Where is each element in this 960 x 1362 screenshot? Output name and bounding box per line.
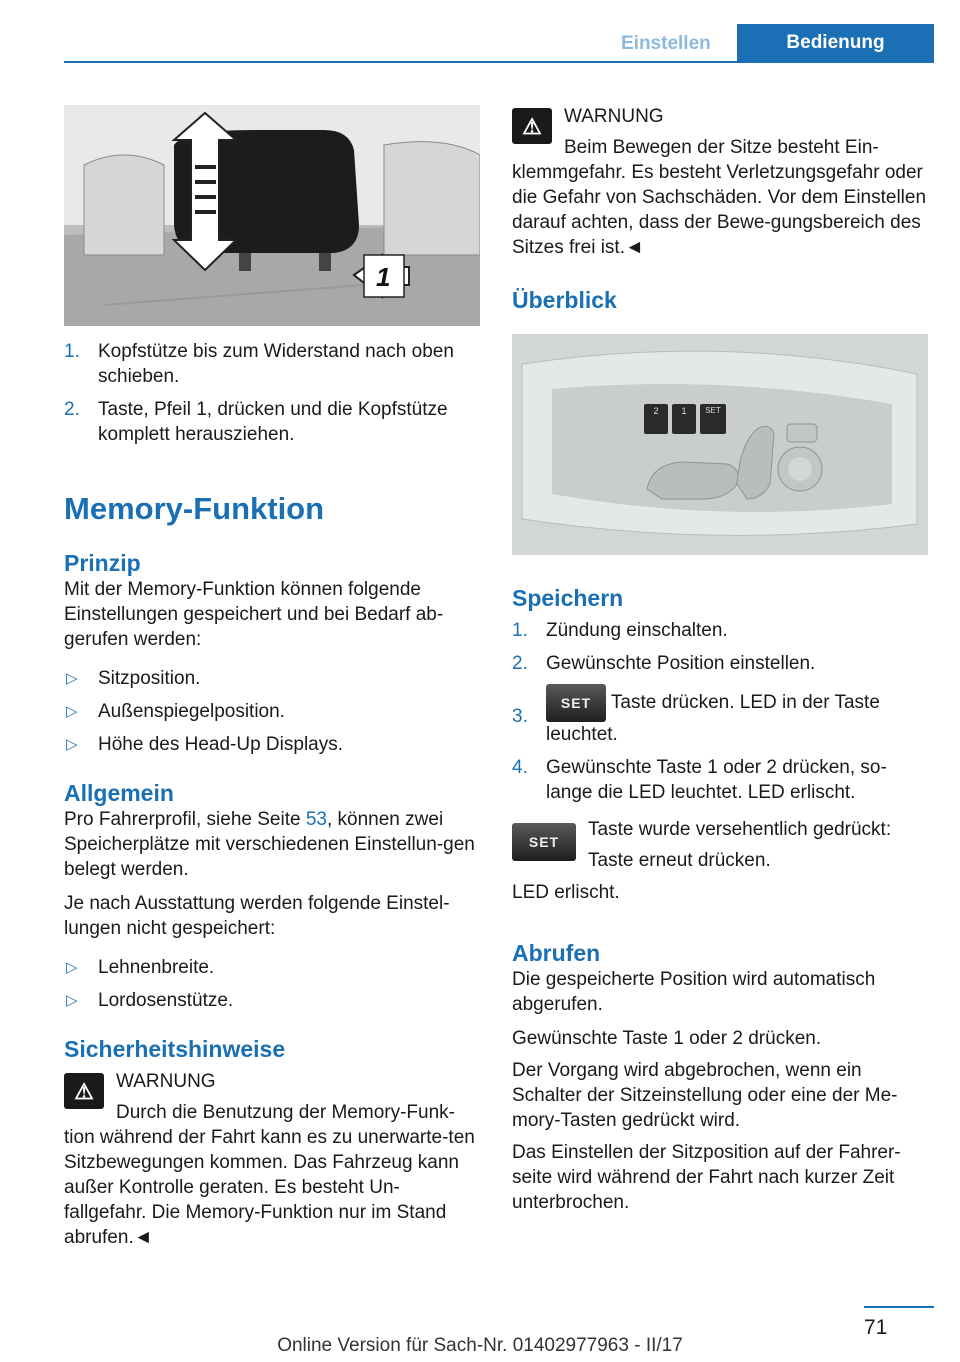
list-item-text: Lehnenbreite. (98, 957, 215, 978)
warning-icon: ⚠ (512, 108, 552, 144)
allgemein-text-pre: Pro Fahrerprofil, siehe Seite (64, 809, 306, 830)
tab-einstellen[interactable]: Einstellen (621, 33, 711, 54)
list-item (512, 618, 928, 643)
bullet-triangle-icon: ▷ (66, 736, 78, 753)
header-rule (64, 61, 934, 63)
list-item (64, 988, 480, 1013)
step-number: 4. (512, 757, 528, 778)
list-item-text: Sitzposition. (98, 668, 201, 689)
step-number: 2. (512, 653, 528, 674)
abrufen-paragraph-3: Der Vorgang wird abgebrochen, wenn ein Schalter der Sitzeinstellung oder eine der Me‐mory-Tasten gedrückt wird. (512, 1060, 898, 1131)
step-text: Kopfstütze bis zum Widerstand nach oben schieben. (98, 341, 454, 387)
headrest-callout-label: 1 (376, 262, 391, 292)
speichern-heading: Speichern (512, 585, 624, 611)
prinzip-heading: Prinzip (64, 550, 141, 576)
footer-rule (864, 1306, 934, 1308)
step-number: 2. (64, 399, 80, 420)
seat-memory-button-2 (644, 404, 668, 434)
step-number: 1. (512, 620, 528, 641)
right-column-body (512, 584, 928, 1215)
allgemein-text-post: , können zwei Speicherplätze mit verschiedenen Einstellun‐gen belegt werden. (64, 809, 475, 880)
seat-memory-button-1 (672, 404, 696, 434)
seat-control-photo (512, 334, 928, 555)
step-text: Taste, Pfeil 1, drücken und die Kopfstütze komplett herausziehen. (98, 399, 448, 445)
led-text: LED erlischt. (512, 882, 620, 903)
abrufen-paragraph-1: Die gespeicherte Position wird automatisch abgerufen. (512, 969, 876, 1015)
bullet-triangle-icon: ▷ (66, 703, 78, 720)
right-column-top (512, 104, 928, 314)
allgemein-text-2: Je nach Ausstattung werden folgende Einstel‐lungen nicht gespeichert: (64, 893, 450, 939)
step-text: Gewünschte Taste 1 oder 2 drücken, so‐lange die LED leuchtet. LED erlischt. (546, 757, 887, 803)
seat-button-label: 1 (681, 406, 687, 416)
abrufen-paragraph-2: Gewünschte Taste 1 oder 2 drücken. (512, 1028, 822, 1049)
list-item (64, 666, 480, 691)
tab-bedienung[interactable]: Bedienung (737, 24, 934, 61)
list-item-text: Außenspiegelposition. (98, 701, 285, 722)
list-item (64, 397, 480, 447)
left-column-body (64, 549, 480, 1250)
sicherheit-heading: Sicherheitshinweise (64, 1036, 286, 1062)
note-line-1: Taste wurde versehentlich gedrückt: (588, 819, 892, 840)
warning-label: WARNUNG (116, 1071, 216, 1092)
step-text: Taste drücken. LED in der Taste leuchtet. (546, 692, 880, 745)
list-item (512, 684, 928, 747)
list-item (64, 339, 480, 389)
note-block (512, 817, 928, 879)
bullet-triangle-icon: ▷ (66, 992, 78, 1009)
prinzip-text: Mit der Memory-Funktion können folgende Einstellungen gespeichert und bei Bedarf ab‐gerufen werden: (64, 579, 444, 650)
list-item (64, 699, 480, 724)
warning-text (512, 135, 928, 260)
warning-block (64, 1069, 480, 1250)
ueberblick-heading: Überblick (512, 287, 617, 313)
list-item-text: Höhe des Head-Up Displays. (98, 734, 344, 755)
warning-icon: ⚠ (64, 1073, 104, 1109)
bullet-triangle-icon: ▷ (66, 959, 78, 976)
warning-block (512, 104, 928, 260)
set-button-icon: SET (546, 684, 606, 722)
list-item (512, 651, 928, 676)
step-number: 3. (512, 706, 528, 727)
seat-set-button (700, 404, 726, 434)
step-number: 1. (64, 341, 80, 362)
warning-text-body: Durch die Benutzung der Memory-Funk‐tion während der Fahrt kann es zu unerwarte‐ten Sitzbewegungen kommen. Das Fahrzeug kann außer Kontrolle geraten. Es besteht Un‐fallgefahr. Die Memory-Funktion nur im Stand abrufen.◄ (64, 1102, 475, 1248)
note-line-2: Taste erneut drücken. (588, 850, 771, 871)
online-version-footer: Online Version für Sach-Nr. 01402977963 - II/17 (277, 1335, 683, 1356)
seat-button-label: SET (705, 406, 721, 415)
set-button-icon: SET (512, 823, 576, 861)
bullet-triangle-icon: ▷ (66, 670, 78, 687)
list-item-text: Lordosenstütze. (98, 990, 234, 1011)
headrest-illustration (64, 105, 480, 326)
abrufen-paragraph-4: Das Einstellen der Sitzposition auf der Fahrer‐seite wird während der Fahrt nach kurzer Zeit unterbrochen. (512, 1142, 901, 1213)
list-item (512, 755, 928, 805)
warning-label: WARNUNG (564, 106, 664, 127)
left-column (64, 339, 480, 447)
abrufen-heading: Abrufen (512, 940, 601, 966)
section-title: Memory-Funktion (64, 491, 325, 526)
warning-text-body: Beim Bewegen der Sitze besteht Ein‐klemmgefahr. Es besteht Verletzungsgefahr oder die Gefahr von Sachschäden. Vor dem Einstellen darauf achten, dass der Bewe‐gungsbereich des Sitzes frei ist.◄ (512, 137, 927, 258)
allgemein-text (64, 807, 480, 882)
allgemein-heading: Allgemein (64, 780, 174, 806)
step-text: Gewünschte Position einstellen. (546, 653, 816, 674)
list-item (64, 955, 480, 980)
seat-button-label: 2 (653, 406, 659, 416)
step-text: Zündung einschalten. (546, 620, 728, 641)
warning-text (64, 1100, 480, 1250)
list-item (64, 732, 480, 757)
page-link-53[interactable]: 53 (305, 809, 327, 830)
page-number: 71 (864, 1316, 888, 1339)
